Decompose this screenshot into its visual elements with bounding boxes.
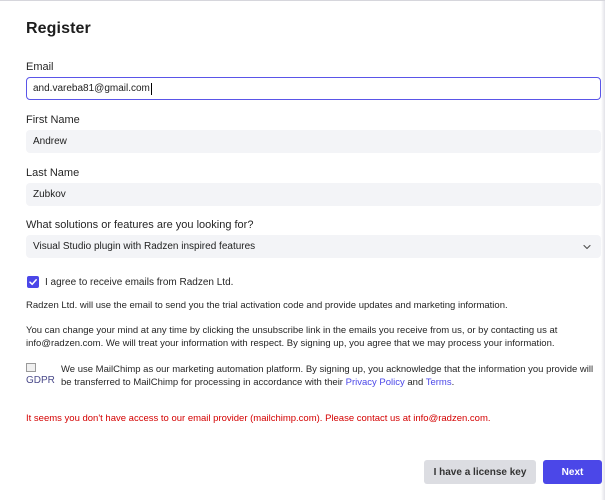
- mailchimp-info-text: [61, 363, 599, 389]
- and-text: and: [404, 377, 426, 388]
- unsubscribe-info-text: You can change your mind at any time by clicking the unsubscribe link in the emails you receive from us, or by contacting us at info@radzen.com. We will treat your information with respect. By signing up, you agree that we may process your information.: [26, 325, 558, 349]
- solutions-selected-value: Visual Studio plugin with Radzen inspired features: [33, 241, 256, 252]
- email-value: and.vareba81@gmail.com: [33, 83, 150, 94]
- last-name-field[interactable]: [26, 183, 601, 206]
- gdpr-image: [26, 363, 56, 391]
- broken-image-icon: [26, 363, 36, 372]
- last-name-label: Last Name: [26, 167, 80, 179]
- chevron-down-icon: [581, 241, 593, 253]
- mailchimp-info-body: We use MailChimp as our marketing automation platform. By signing up, you acknowledge that the information you provide will be transferred to MailChimp for processing in accordance with their: [61, 364, 594, 388]
- dialog-scroll-edge: [601, 1, 605, 500]
- license-key-button[interactable]: I have a license key: [424, 460, 536, 484]
- email-field[interactable]: [26, 77, 601, 100]
- privacy-policy-link[interactable]: Privacy Policy: [345, 377, 405, 388]
- trial-info-text: Radzen Ltd. will use the email to send you the trial activation code and provide updates and marketing information.: [26, 300, 508, 311]
- text-caret: [151, 83, 152, 95]
- first-name-label: First Name: [26, 114, 80, 126]
- gdpr-alt-text: GDPR: [26, 375, 55, 386]
- next-button[interactable]: Next: [543, 460, 602, 484]
- error-message: It seems you don't have access to our email provider (mailchimp.com). Please contact us at info@radzen.com.: [26, 413, 491, 424]
- first-name-field[interactable]: [26, 130, 601, 153]
- dialog-title: Register: [26, 20, 91, 37]
- terms-link[interactable]: Terms: [425, 377, 452, 388]
- consent-checkbox[interactable]: [27, 276, 39, 288]
- solutions-select[interactable]: [26, 235, 601, 258]
- first-name-value: Andrew: [33, 136, 67, 147]
- email-label: Email: [26, 61, 54, 73]
- consent-label[interactable]: I agree to receive emails from Radzen Ltd.: [45, 277, 234, 288]
- solutions-label: What solutions or features are you looking for?: [26, 219, 254, 231]
- last-name-value: Zubkov: [33, 189, 66, 200]
- checkmark-icon: [28, 277, 38, 287]
- end-text: .: [451, 377, 455, 388]
